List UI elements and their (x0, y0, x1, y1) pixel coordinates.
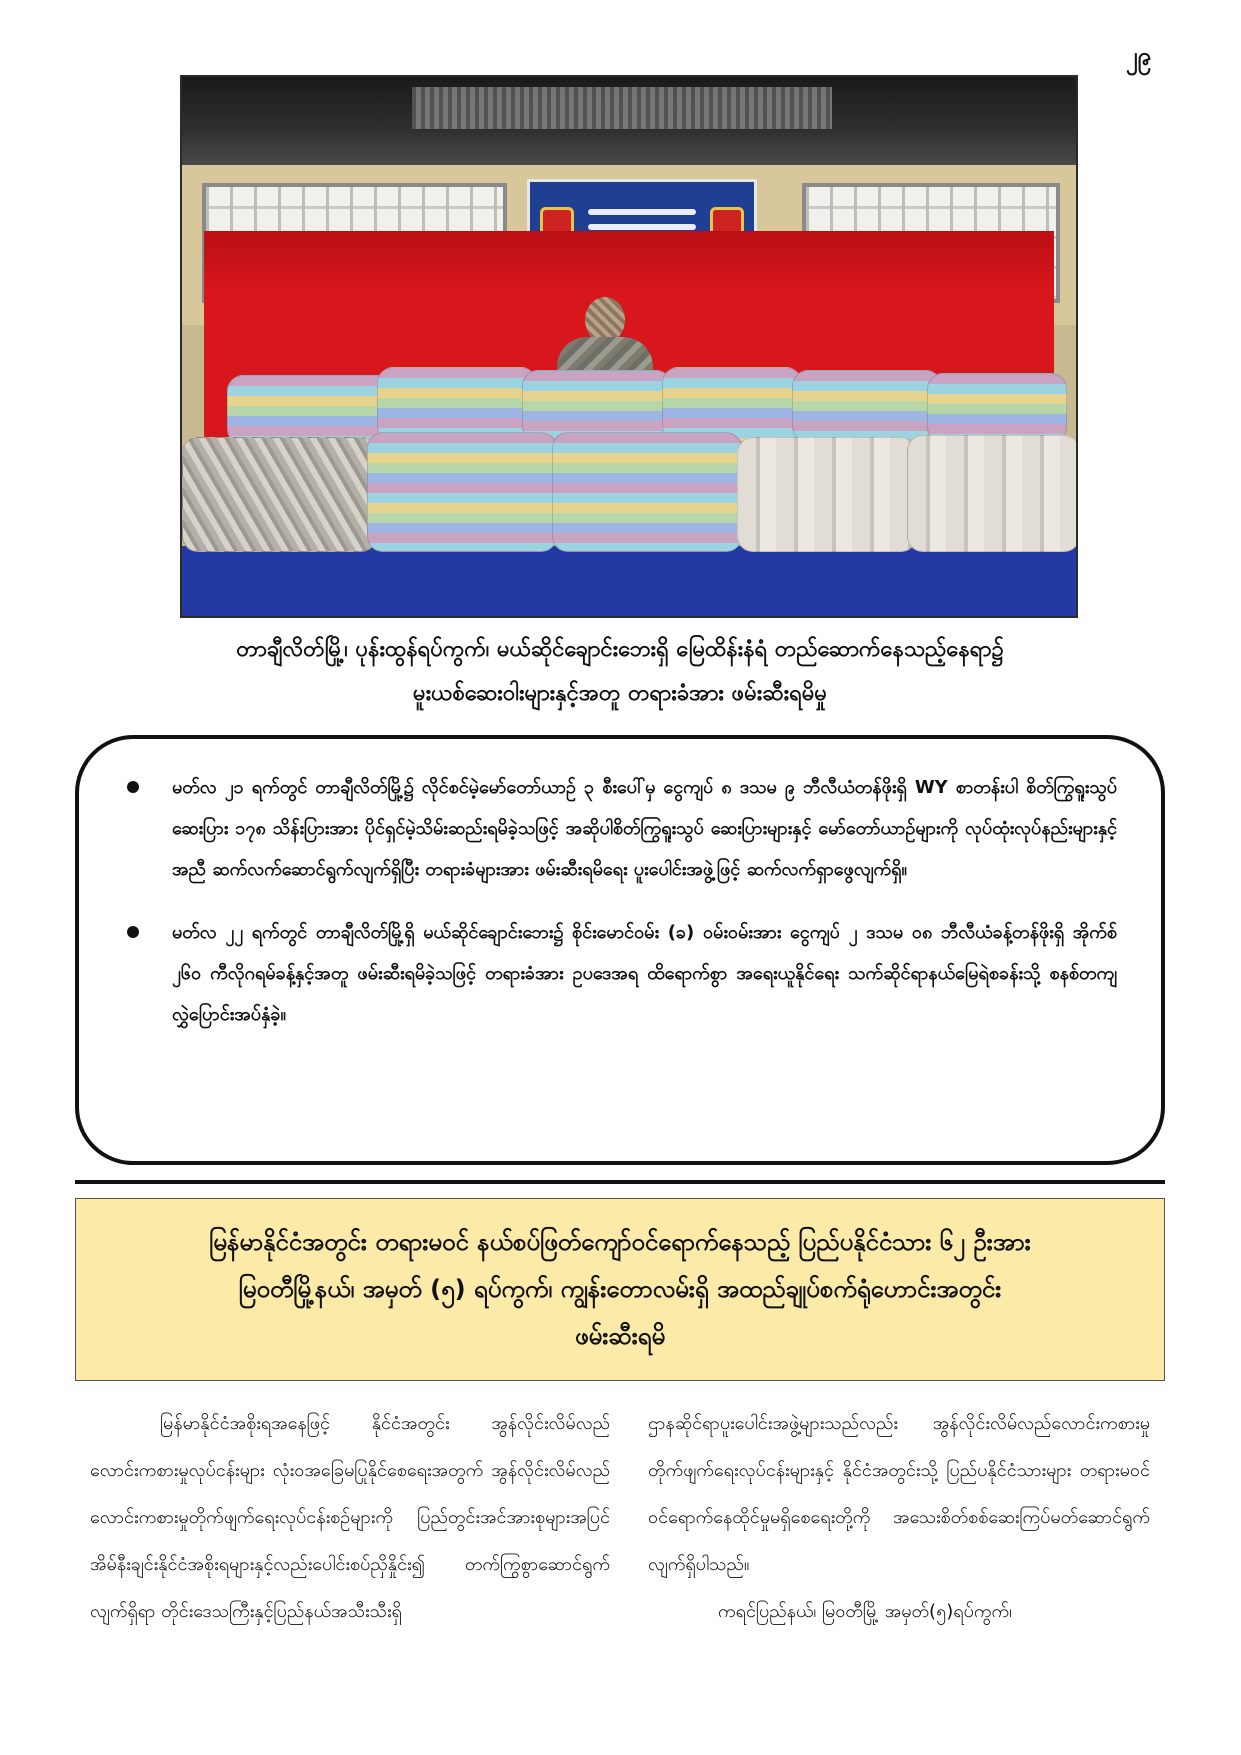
section-divider (75, 1180, 1165, 1184)
seized-sack (377, 367, 537, 442)
seized-sack (182, 437, 377, 552)
bullet-icon (127, 926, 139, 938)
body-column-left (90, 1400, 610, 1635)
seized-sack (662, 367, 802, 442)
list-item-text: မတ်လ ၂၁ ရက်တွင် တာချီလိတ်မြို့၌ လိုင်စင်မဲ့မော်တော်ယာဉ် ၃ စီးပေါ်မှ ငွေကျပ် ၈ ဒသမ ၉ ဘီလီယံတန်ဖိုးရှိ WY စာတန်းပါ စိတ်ကြွရူးသွပ်ဆေးပြား ၁၇၈ သိန်းပြားအား ပိုင်ရှင်မဲ့သိမ်းဆည်းရမိခဲ့သဖြင့် အဆိုပါစိတ်ကြွရူးသွပ် ဆေးပြားများနှင့် မော်တော်ယာဉ်များကို လုပ်ထုံးလုပ်နည်းများနှင့်အညီ ဆက်လက်ဆောင်ရွက်လျက်ရှိပြီး တရားခံများအား ဖမ်းဆီးရမိရေး ပူးပေါင်းအဖွဲ့ဖြင့် ဆက်လက်ရှာဖွေလျက်ရှိ။ (172, 777, 1117, 880)
news-photo (180, 75, 1078, 618)
ceiling (182, 77, 1076, 165)
seized-sack (792, 370, 942, 442)
seized-sack (737, 437, 917, 552)
ceiling-rail (412, 87, 832, 129)
seized-sack (927, 373, 1067, 443)
seized-sack (552, 432, 742, 552)
body-column-right (648, 1400, 1150, 1635)
seized-sack (907, 435, 1078, 552)
page-number: ၂၉ (1125, 42, 1151, 70)
photo-caption (120, 628, 1120, 716)
news-list (127, 767, 1117, 1035)
body-paragraph: ကရင်ပြည်နယ်၊ မြဝတီမြို့ အမှတ်(၅)ရပ်ကွက်၊ (718, 1601, 1012, 1622)
headline-line: မြန်မာနိုင်ငံအတွင်း တရားမဝင် နယ်စပ်ဖြတ်ကျော်ဝင်ရောက်နေသည့် ပြည်ပနိုင်ငံသား ၆၂ ဦးအား (209, 1228, 1031, 1256)
body-paragraph: မြန်မာနိုင်ငံအစိုးရအနေဖြင့် နိုင်ငံအတွင်း အွန်လိုင်းလိမ်လည်လောင်းကစားမှုလုပ်ငန်းများ လုံးဝအခြေမပြုနိုင်စေရေးအတွက် အွန်လိုင်းလိမ်လည်လောင်းကစားမှုတိုက်ဖျက်ရေးလုပ်ငန်းစဉ်များကို ပြည်တွင်းအင်အားစုများအပြင် အိမ်နီးချင်းနိုင်ငံအစိုးရများနှင့်လည်းပေါင်းစပ်ညှိနှိုင်း၍ တက်ကြွစွာဆောင်ရွက်လျက်ရှိရာ တိုင်းဒေသကြီးနှင့်ပြည်နယ်အသီးသီးရှိ (90, 1413, 610, 1622)
caption-line: မူးယစ်ဆေးဝါးများနှင့်အတူ တရားခံအား ဖမ်းဆီးရမိမှု (413, 681, 827, 706)
list-item (127, 767, 1117, 890)
list-item-text: မတ်လ ၂၂ ရက်တွင် တာချီလိတ်မြို့ရှိ မယ်ဆိုင်ချောင်းဘေး၌ စိုင်းမောင်ဝမ်း (ခ) ဝမ်းဝမ်းအား ငွေကျပ် ၂ ဒသမ ၀၈ ဘီလီယံခန့်တန်ဖိုးရှိ အိုက်စ် ၂၆၀ ကီလိုဂရမ်ခန့်နှင့်အတူ ဖမ်းဆီးရမိခဲ့သဖြင့် တရားခံအား ဥပဒေအရ ထိရောက်စွာ အရေးယူနိုင်ရေး သက်ဆိုင်ရာနယ်မြေရဲစခန်းသို့ စနစ်တကျလွှဲပြောင်းအပ်နှံခဲ့။ (172, 922, 1117, 1025)
floor (182, 546, 1076, 616)
bullet-icon (127, 781, 139, 793)
seized-sack (227, 375, 397, 445)
news-bullet-box (75, 735, 1165, 1165)
headline-line: ဖမ်းဆီးရမိ (574, 1322, 666, 1350)
article-headline (75, 1198, 1165, 1381)
seized-sack (367, 432, 557, 552)
caption-line: တာချီလိတ်မြို့၊ ပုန်းထွန်ရပ်ကွက်၊ မယ်ဆိုင်ချောင်းဘေးရှိ မြေထိန်းနံရံ တည်ဆောက်နေသည့်နေရာ၌ (236, 637, 1004, 662)
list-item (127, 912, 1117, 1035)
body-paragraph: ဌာနဆိုင်ရာပူးပေါင်းအဖွဲ့များသည်လည်း အွန်လိုင်းလိမ်လည်လောင်းကစားမှုတိုက်ဖျက်ရေးလုပ်ငန်းများနှင့် နိုင်ငံအတွင်းသို့ ပြည်ပနိုင်ငံသားများ တရားမဝင် ဝင်ရောက်နေထိုင်မှုမရှိစေရေးတို့ကို အသေးစိတ်စစ်ဆေးကြပ်မတ်ဆောင်ရွက်လျက်ရှိပါသည်။ (648, 1413, 1150, 1575)
headline-line: မြဝတီမြို့နယ်၊ အမှတ် (၅) ရပ်ကွက်၊ ကျွန်းတောလမ်းရှိ အထည်ချုပ်စက်ရုံဟောင်းအတွင်း (238, 1275, 1002, 1303)
